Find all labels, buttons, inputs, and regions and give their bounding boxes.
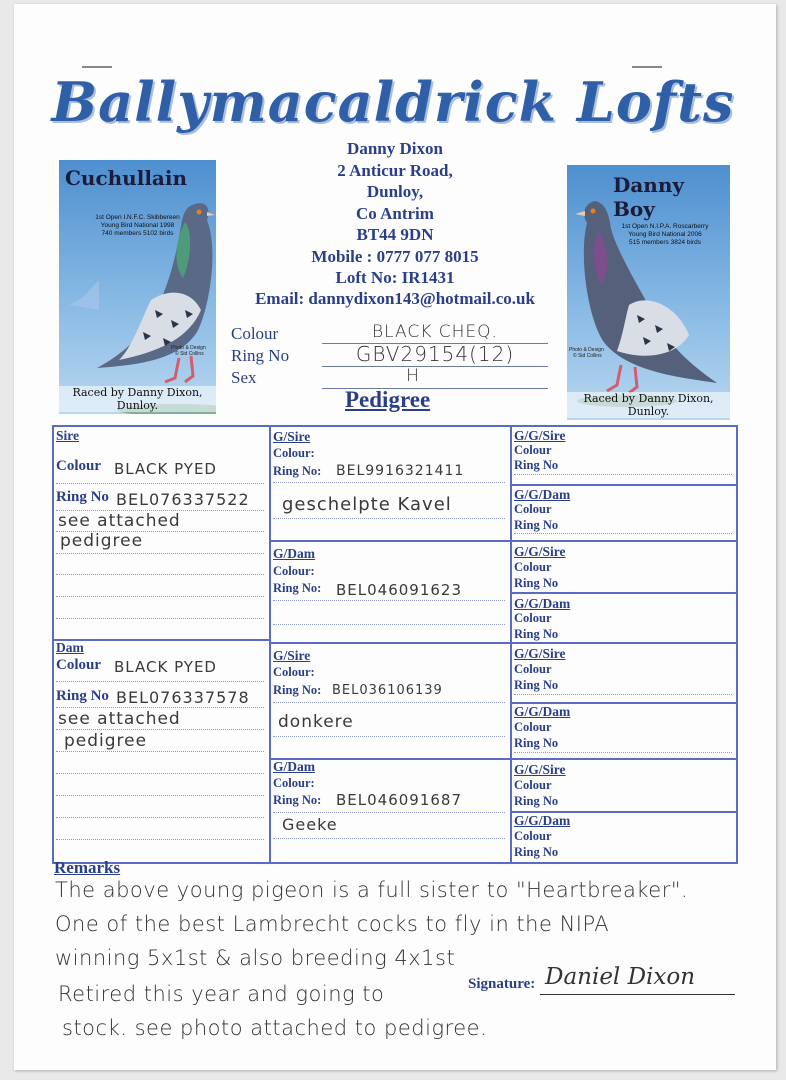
- photo-name: Cuchullain: [65, 166, 188, 190]
- gg-ring-label: Ring No: [514, 845, 559, 859]
- sire-ring-value: BEL076337522: [116, 490, 250, 509]
- gsire-label: G/Sire: [273, 648, 311, 663]
- dam-colour-value: BLACK PYED: [114, 658, 217, 676]
- email: Email: dannydixon143@hotmail.co.uk: [255, 289, 535, 308]
- dotted-line: [56, 618, 264, 619]
- gsire-colour-label: Colour:: [273, 665, 315, 679]
- pigeon-image: [567, 165, 730, 420]
- dotted-line: [273, 600, 505, 601]
- dotted-line: [56, 751, 264, 752]
- remarks-label: Remarks: [54, 858, 121, 877]
- photo-desc: Young Bird National 1998: [100, 222, 175, 229]
- gdam-ring-value: BEL046091687: [336, 791, 463, 809]
- remark-line: stock. see photo attached to pedigree.: [62, 1016, 488, 1040]
- sire-colour-label: Colour: [56, 458, 101, 474]
- gdam-ring-label: Ring No:: [273, 581, 322, 595]
- dotted-line: [273, 518, 505, 519]
- gg-colour-label: Colour: [514, 611, 552, 625]
- photo-credit: © Sid Collins: [175, 351, 204, 357]
- sire-ring-label: Ring No: [56, 489, 109, 505]
- loft-title: Ballymacaldrick Lofts: [51, 70, 735, 134]
- gg-colour-label: Colour: [514, 560, 552, 574]
- gg-ring-label: Ring No: [514, 678, 559, 692]
- gg-dam-label: G/G/Dam: [514, 596, 571, 611]
- gsire-ring-value: BEL9916321411: [336, 463, 465, 479]
- gg-sire-label: G/G/Sire: [514, 762, 566, 777]
- dotted-line: [56, 553, 264, 554]
- ring-label: Ring No: [231, 346, 290, 365]
- gsire-note: geschelpte Kavel: [282, 494, 452, 515]
- gdam-ring-value: BEL046091623: [336, 581, 463, 599]
- gg-dam-label: G/G/Dam: [514, 487, 571, 502]
- photo-desc: 740 members 5102 birds: [101, 230, 174, 237]
- remark-line: One of the best Lambrecht cocks to fly in the NIPA: [55, 912, 610, 936]
- punch-mark: [632, 66, 662, 68]
- gg-sire-label: G/G/Sire: [514, 646, 566, 661]
- remark-line: The above young pigeon is a full sister to "Heartbreaker".: [55, 878, 689, 902]
- photo-desc: 515 members 3824 birds: [629, 239, 701, 246]
- gg-colour-label: Colour: [514, 720, 552, 734]
- mobile-number: Mobile : 0777 077 8015: [311, 246, 479, 266]
- ring-value: GBV29154(12): [355, 342, 515, 366]
- gg-colour-label: Colour: [514, 778, 552, 792]
- punch-mark: [82, 66, 112, 68]
- photo-cuchullain: [59, 160, 216, 414]
- gdam-note: Geeke: [282, 815, 338, 834]
- photo-desc: Young Bird National 2006: [628, 231, 702, 238]
- sex-label: Sex: [231, 368, 257, 387]
- gg-dam-label: G/G/Dam: [514, 704, 571, 719]
- photo-credit: © Sid Collins: [573, 353, 602, 359]
- photo-raced-by: Raced by Danny Dixon, Dunloy.: [567, 392, 730, 418]
- dotted-line: [273, 702, 505, 703]
- gg-ring-label: Ring No: [514, 736, 559, 750]
- dotted-line: [56, 596, 264, 597]
- dotted-line: [56, 707, 264, 708]
- owner-name: Danny Dixon: [347, 139, 443, 158]
- dotted-line: [514, 533, 732, 534]
- gg-colour-label: Colour: [514, 662, 552, 676]
- sire-colour-value: BLACK PYED: [114, 460, 217, 478]
- sex-value: H: [406, 366, 420, 386]
- dotted-line: [56, 574, 264, 575]
- dotted-line: [56, 839, 264, 840]
- dam-note: pedigree: [64, 731, 148, 751]
- gg-ring-label: Ring No: [514, 458, 559, 472]
- remark-line: Retired this year and going to: [58, 982, 385, 1006]
- dam-colour-label: Colour: [56, 657, 101, 673]
- signature-line: [540, 994, 735, 995]
- photo-desc: 1st Open N.I.P.A. Roscarberry: [621, 223, 709, 230]
- pigeon-image: [59, 160, 216, 414]
- dotted-line: [56, 483, 264, 484]
- sire-note: see attached: [58, 511, 181, 531]
- address-line: Dunloy,: [366, 182, 424, 201]
- gsire-colour-label: Colour:: [273, 446, 315, 460]
- gdam-colour-label: Colour:: [273, 776, 315, 790]
- remark-line: winning 5x1st & also breeding 4x1st: [55, 946, 456, 970]
- gg-sire-label: G/G/Sire: [514, 544, 566, 559]
- signature-label: Signature:: [468, 976, 536, 992]
- signature: Daniel Dixon: [545, 964, 696, 990]
- gg-ring-label: Ring No: [514, 518, 559, 532]
- gdam-ring-label: Ring No:: [273, 793, 322, 807]
- gdam-label: G/Dam: [273, 759, 315, 774]
- address-line: 2 Anticur Road,: [337, 160, 453, 180]
- colour-label: Colour: [231, 324, 279, 343]
- gsire-label: G/Sire: [273, 429, 311, 444]
- gsire-ring-label: Ring No:: [273, 464, 322, 478]
- gsire-ring-label: Ring No:: [273, 683, 322, 697]
- dotted-line: [56, 510, 264, 511]
- photo-desc: 1st Open I.N.F.C. Skibbereen: [95, 214, 180, 221]
- dotted-line: [56, 531, 264, 532]
- postcode: BT44 9DN: [356, 225, 434, 244]
- photo-raced-by: Raced by Danny Dixon, Dunloy.: [59, 386, 216, 412]
- sire-label: Sire: [56, 428, 79, 443]
- dotted-line: [273, 624, 505, 625]
- gg-colour-label: Colour: [514, 502, 552, 516]
- photo-credit: Photo & Design: [171, 345, 206, 351]
- gg-sire-label: G/G/Sire: [514, 428, 566, 443]
- dotted-line: [56, 795, 264, 796]
- dam-note: see attached: [58, 709, 181, 729]
- pedigree-title: Pedigree: [345, 387, 431, 412]
- dam-ring-label: Ring No: [56, 688, 109, 704]
- photo-name: Danny Boy: [613, 173, 685, 221]
- gg-colour-label: Colour: [514, 443, 552, 457]
- address-line: Co Antrim: [356, 203, 434, 223]
- sire-note: pedigree: [60, 531, 144, 551]
- dotted-line: [514, 694, 732, 695]
- dotted-line: [56, 817, 264, 818]
- gdam-colour-label: Colour:: [273, 564, 315, 578]
- gg-ring-label: Ring No: [514, 627, 559, 641]
- dotted-line: [273, 812, 505, 813]
- dotted-line: [514, 752, 732, 753]
- dotted-line: [56, 681, 264, 682]
- loft-number: Loft No: IR1431: [335, 268, 455, 287]
- dam-label: Dam: [56, 640, 84, 655]
- gsire-note: donkere: [278, 712, 354, 732]
- dam-ring-value: BEL076337578: [116, 688, 250, 707]
- photo-danny-boy: [567, 165, 730, 420]
- photo-credit: Photo & Design: [569, 347, 604, 353]
- dotted-line: [514, 474, 732, 475]
- gdam-label: G/Dam: [273, 546, 315, 561]
- dotted-line: [56, 729, 264, 730]
- gg-ring-label: Ring No: [514, 576, 559, 590]
- gg-dam-label: G/G/Dam: [514, 813, 571, 828]
- address-block: [230, 138, 560, 289]
- dotted-line: [273, 736, 505, 737]
- dotted-line: [273, 838, 505, 839]
- gg-colour-label: Colour: [514, 829, 552, 843]
- gg-ring-label: Ring No: [514, 794, 559, 808]
- gsire-ring-value: BEL036106139: [332, 683, 443, 698]
- colour-value: BLACK CHEQ.: [372, 322, 498, 342]
- dotted-line: [56, 773, 264, 774]
- dotted-line: [273, 482, 505, 483]
